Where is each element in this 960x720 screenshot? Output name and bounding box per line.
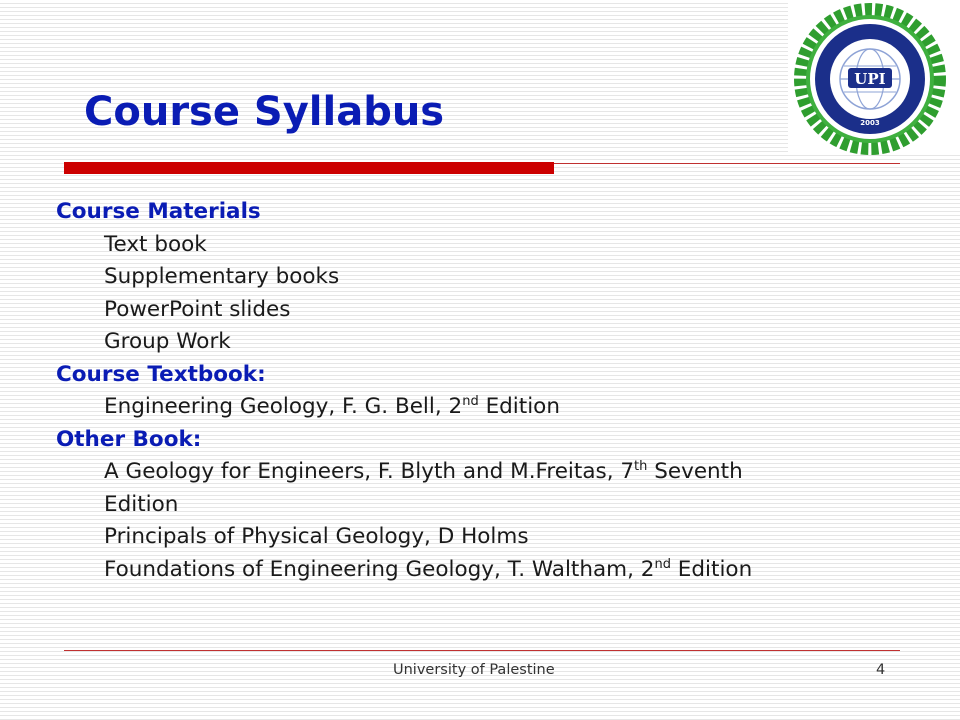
syllabus-content [56,196,936,586]
university-seal-icon [788,0,960,155]
ordinal-suffix: nd [462,394,479,409]
other-book-item [56,554,936,587]
logo-acronym: UPI [854,70,886,88]
section-heading-textbook: Course Textbook: [56,361,266,387]
ordinal-suffix: nd [654,556,671,572]
item-text: Engineering Geology, F. G. Bell, 2 [104,394,463,419]
footer-text: University of Palestine [393,662,555,678]
title-accent-bar [64,162,554,174]
logo-year: 2003 [860,119,880,127]
list-item: PowerPoint slides [104,296,291,322]
ordinal-suffix: th [634,459,648,474]
university-logo [788,0,960,155]
other-book-item-continuation: Edition [104,491,179,517]
other-book-item [56,456,936,489]
textbook-item [56,391,936,424]
item-tail: Seventh [647,459,743,484]
footer-divider [64,650,900,651]
page-number: 4 [876,662,886,678]
page-title: Course Syllabus [84,89,445,135]
section-heading-materials: Course Materials [56,199,261,224]
header-divider [554,163,900,164]
item-tail: Edition [478,394,560,419]
item-text: A Geology for Engineers, F. Blyth and M.Freitas, 7 [104,459,635,484]
list-item: Group Work [104,329,231,354]
other-book-item: Principals of Physical Geology, D Holms [104,524,529,549]
list-item: Supplementary books [104,264,340,289]
item-tail: Edition [670,556,753,582]
item-text: Foundations of Engineering Geology, T. Waltham, 2 [104,556,655,582]
section-heading-other: Other Book: [56,426,202,452]
list-item: Text book [104,231,207,257]
